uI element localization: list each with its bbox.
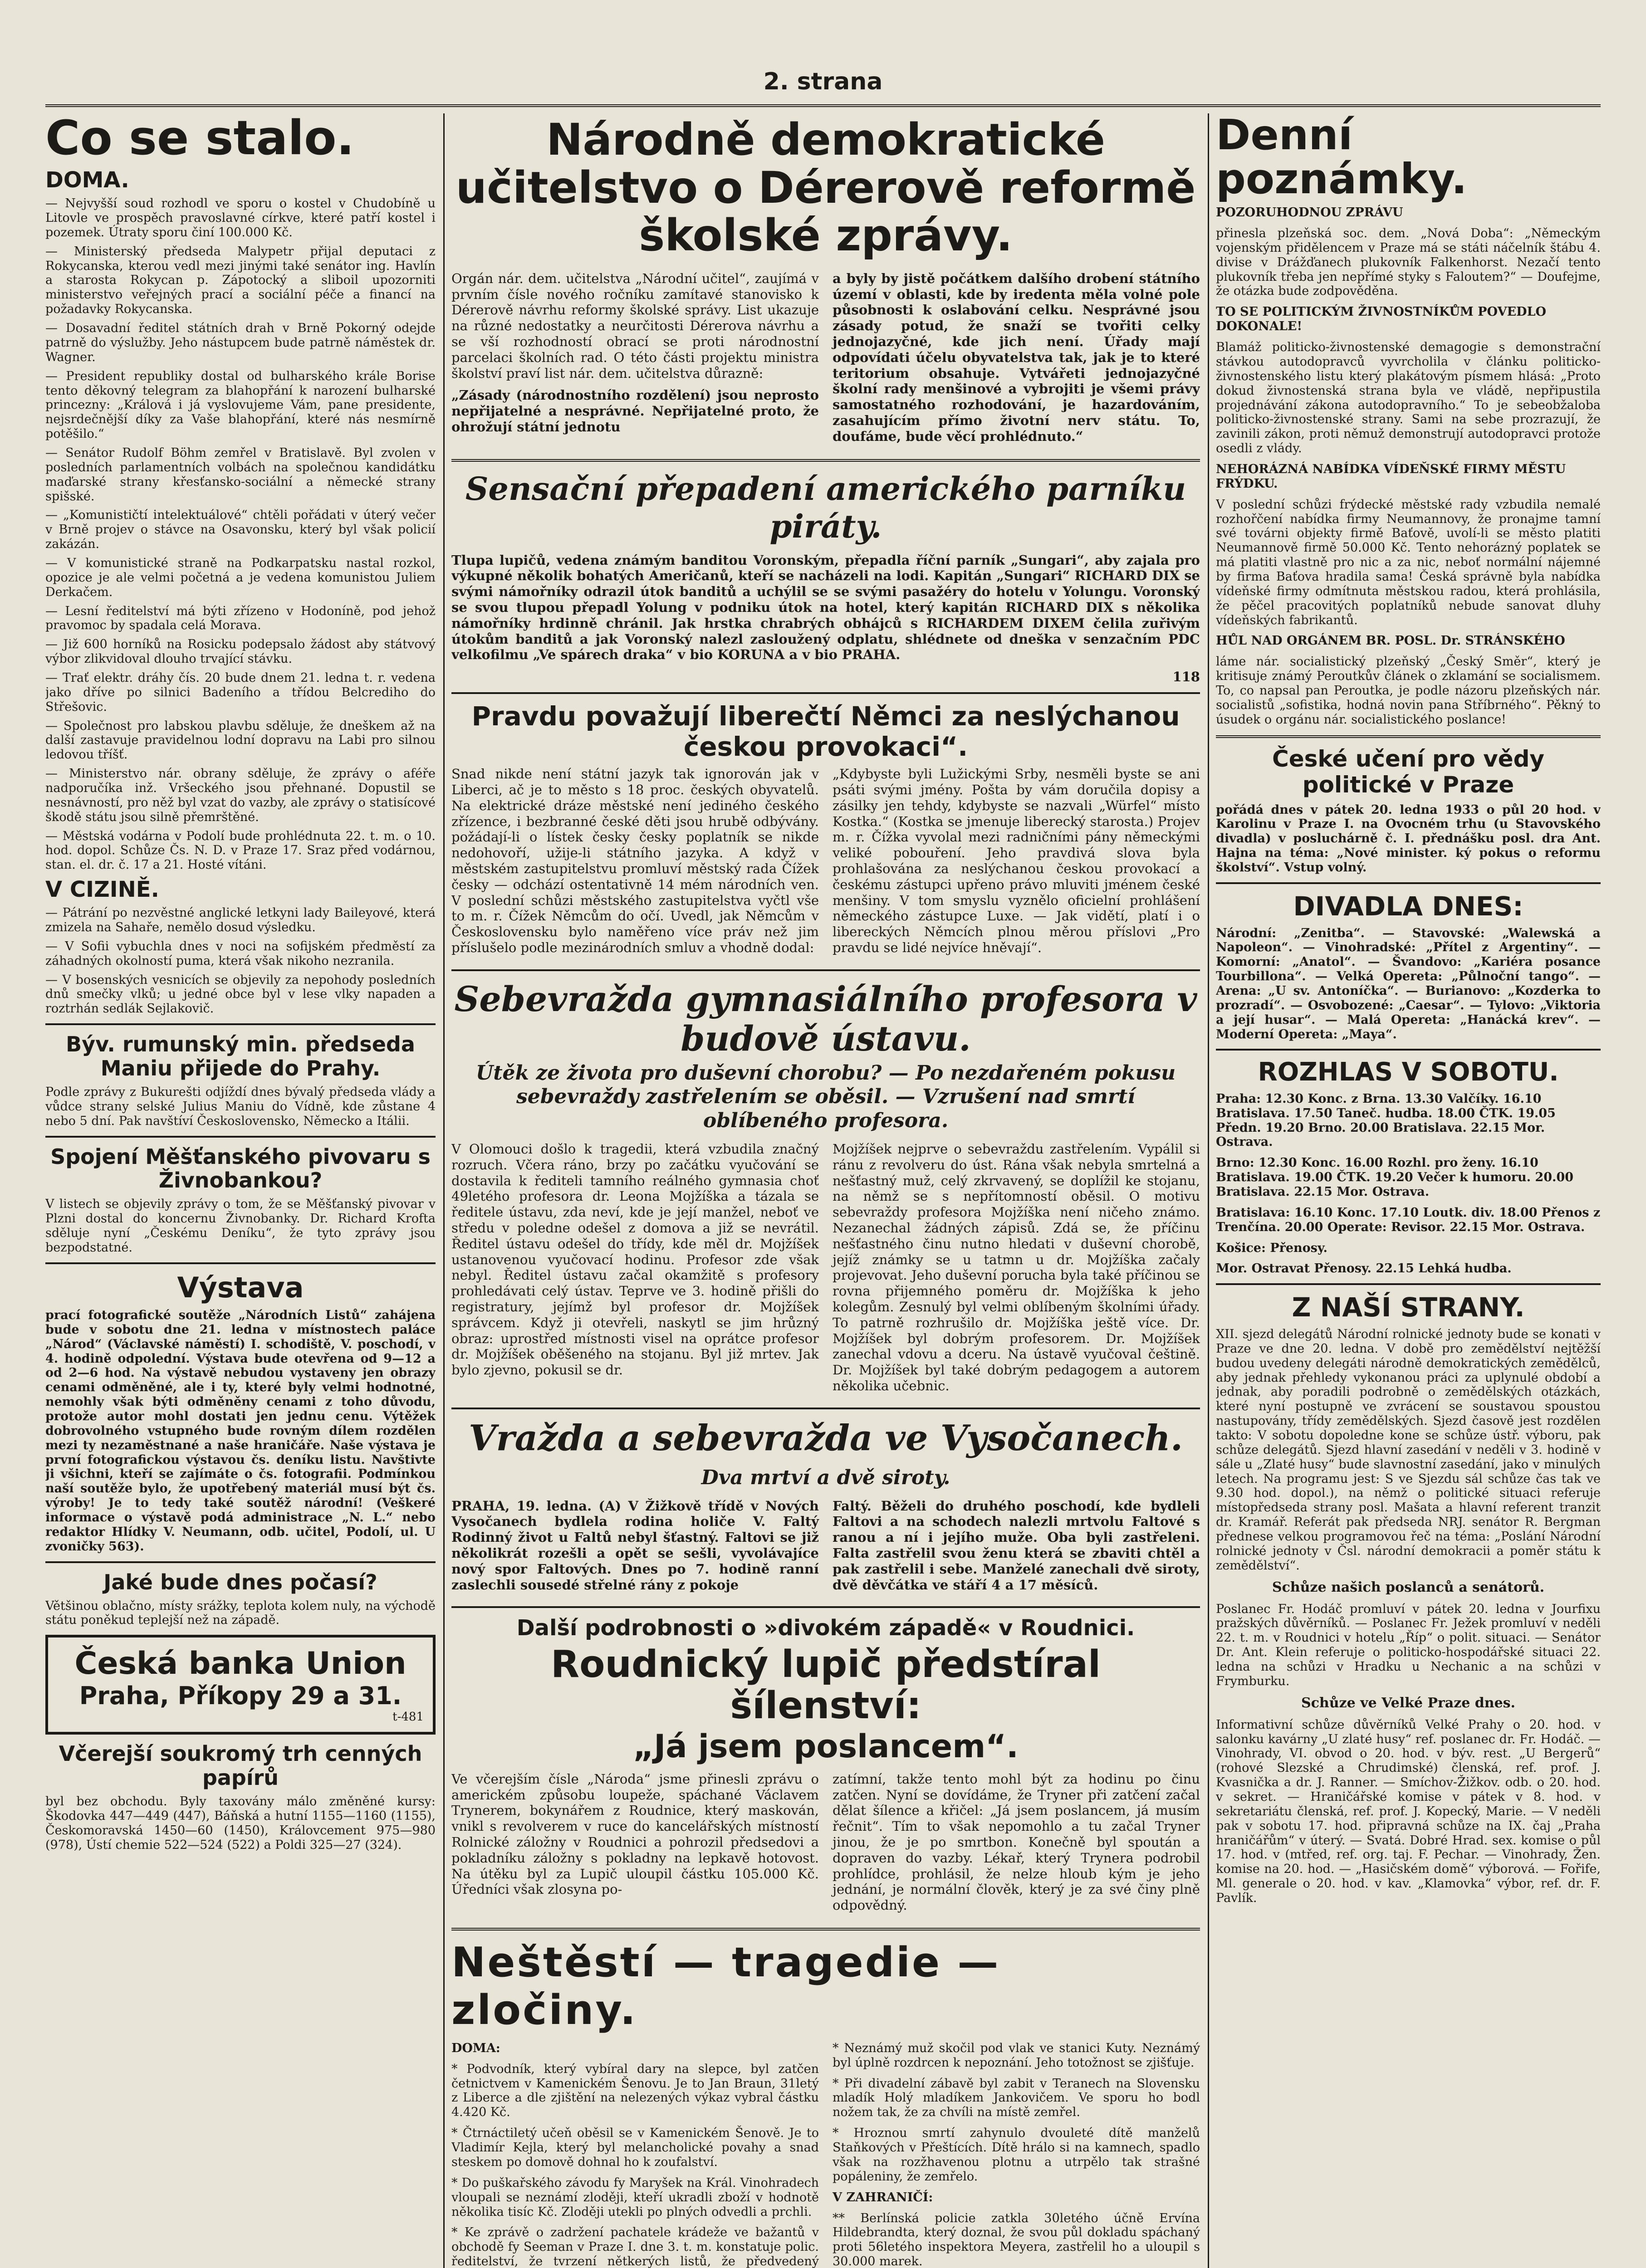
article-sebevrazda: [451, 1141, 1200, 1400]
divider: [451, 1606, 1200, 1608]
doma-news-list: [45, 196, 436, 872]
note-text: Blamáž politicko-živnostenské demagogie s demonstrační stávkou autodopravců vyvrcholila v článku politicko-živnostenského listu který plakátovým písmem hlásá: „Proto dokud živnostenská strana byla ve vládě, nepřipustila projednávání zákona autodopravního.“ To je sebeobžaloba politicko-živnostenské strany. Sami na sebe prozrazují, že zavinili zákon, proti němuž demonstrují autodopravci protože osedli z vlády.: [1216, 340, 1601, 456]
headline-spojeni: Spojení Měšťanského pivovaru s Živnobankou?: [50, 1144, 431, 1193]
article-roudnice-right: zatímní, takže tento mohl být za hodinu po činu zatčen. Nyní se dovídáme, že Tryner při zatčení začal dělat šílence a křičel: „Já jsem poslancem, já musím řečnit“. Tím to však nepomohlo a tu začal Tryner jinou, že je po smrtbon. Konečně byl spoután a dopraven do vazby. Lékař, který Trynera podrobil prohlídce, prohlásil, že nelze hloub kým je jeho jednání, je normální člověk, který je za své činy plně odpovědný.: [833, 1771, 1200, 1913]
headline-vystava: Výstava: [177, 1271, 304, 1304]
divider: [451, 1408, 1200, 1409]
news-item: — Senátor Rudolf Böhm zemřel v Bratislavě. Byl zvolen v posledních parlamentních volbách na společnou kandidátku maďarské strany křesťansko-sociální a německé strany spišské.: [45, 445, 436, 503]
article-nestesti: [451, 2041, 1200, 2268]
article-vrazda-left: PRAHA, 19. ledna. (A) V Žižkově třídě v Nových Vysočanech bydlela rodina holiče V. Faltý Rodinný život u Faltů nebyl šťastný. Faltovi se již několikrát rozešli a opět se sešli, vyvolávajíce nový spor Faltových. Dnes po 7. hodině ranní zaslechli sousedé střelné rány z pokoje: [451, 1498, 819, 1593]
divider: [45, 1561, 436, 1563]
headline-divadla: DIVADLA DNES:: [1293, 890, 1524, 922]
subhead-schuze: Schůze našich poslanců a senátorů.: [1272, 1579, 1545, 1595]
top-rule: [45, 104, 1601, 107]
subsection-doma: DOMA.: [45, 167, 129, 193]
news-item: — V bosenských vesnicích se objevily za nepohody posledních dnů smečky vlků; u jedné obce byl v lese vlky napaden a roztrhán sedlák Sejlakovič.: [45, 973, 436, 1016]
newspaper-page: [45, 68, 1601, 2268]
article-main-text: Orgán nár. dem. učitelstva „Národní učitel“, zaujímá v prvním čísle nového ročníku zamítavé stanovisko k Dérerově návrhu reformy školské správy. List ukazuje na různé nedostatky a neurčitosti Dérerova návrhu a se vší rozhodností obrací se proti národnostní parcelaci školních rad. O této části projektu ministra školství praví list nár. dem. učitelstva důrazně:: [451, 270, 819, 381]
article-vystava: prací fotografické soutěže „Národních Listů“ zahájena bude v sobotu dne 21. ledna v místnostech paláce „Národ“ (Václavské náměstí) I. schodiště, V. poschodí, v 4. hodině odpolední. Výstava bude otevřena od 9—12 a od 2—6 hod. Na výstavě nebudou vystaveny jen obrazy cenami odměněné, ale i ty, které byly velmi hodnotné, nemohly však býti odměněny cenami z toho důvodu, protože autor mohl dostati jen jednu cenu. Výtěžek dobrovolného vstupného bude rovným dílem rozdělen mezi ty nezaměstnané a naše hraničáře. Naše výstava je první fotografickou výstavou čs. deníku listu. Navštivte ji všichni, kteří se zajímáte o čs. fotografii. Podmínkou naší soutěže bylo, že upotřebený materiál musí být čs. výroby! Je to tedy také soutěž národní! (Veškeré informace o výstavě podá administrace „N. L.“ nebo redaktor Hlídky V. Neumann, odb. učitel, Podolí, ul. U zvoničky 563).: [45, 1308, 436, 1554]
headline-main: Národně demokratické učitelstvo o Dérerově reformě školské zprávy.: [456, 114, 1196, 261]
subsection-v-cizine: V CIZINĚ.: [45, 877, 159, 903]
divider: [451, 692, 1200, 694]
headline-sensacni: Sensační přepadení amerického parníku piráty.: [465, 469, 1186, 545]
headline-z-nasi-strany: Z NAŠÍ STRANY.: [1292, 1292, 1525, 1323]
news-item: — Pátrání po nezvěstné anglické letkyni lady Baileyové, která zmizela na Sahaře, nemělo dosud výsledku.: [45, 906, 436, 934]
rozhlas-item: Brno: 12.30 Konc. 16.00 Rozhl. pro ženy. 16.10 Bratislava. 19.00 ČTK. 19.20 Večer k humoru. 20.00 Bratislava. 22.15 Mor. Ostrava.: [1216, 1156, 1573, 1199]
news-item: * Čtrnáctiletý učeň oběsil se v Kamenickém Šenově. Je to Vladimír Kejla, který byl melancholické povahy a snad steskem po domově dohnal ho k zoufalství.: [451, 2126, 819, 2169]
divider: [1216, 1049, 1601, 1051]
headline-sebevrazda: Sebevražda gymnasiálního profesora v budově ústavu.: [454, 978, 1197, 1059]
divider: [45, 1136, 436, 1138]
headline-pravdu: Pravdu považují liberečtí Němci za neslýchanou českou provokaci“.: [471, 700, 1180, 762]
column-divider: [443, 113, 445, 2268]
note-head: NEHORÁZNÁ NABÍDKA VÍDEŇSKÉ FIRMY MĚSTU FRÝDKU.: [1216, 462, 1566, 491]
headline-nestesti: Neštěstí — tragedie — zločiny.: [451, 1938, 1000, 2034]
headline-vrazda: Vražda a sebevražda ve Vysočanech.: [468, 1417, 1183, 1459]
nestesti-section-label: V ZAHRANIČÍ:: [833, 2190, 933, 2204]
divider: [451, 969, 1200, 971]
note-head: HŮL NAD ORGÁNEM BR. POSL. Dr. STRÁNSKÉHO: [1216, 634, 1565, 648]
news-item: * Do puškařského závodu fy Maryšek na Král. Vinohradech vloupali se neznámí zloději, kteří ukradli zboží v hodnotě několika tisíc Kč. Zloději utekli po plných odvedli a prchli.: [451, 2175, 819, 2219]
subheadline-sebevrazda: Útěk ze života pro duševní chorobu? — Po nezdařeném pokusu sebevraždy zastřelením se oběsil. — Vzrušení nad smrtí oblíbeného profesora.: [475, 1061, 1176, 1133]
divider: [45, 1023, 436, 1025]
rozhlas-item: Mor. Ostravat Přenosy. 22.15 Lehká hudba.: [1216, 1261, 1512, 1276]
divider: [45, 1262, 436, 1264]
note-text: V poslední schůzi frýdecké městské rady vzbudila nemalé rozhořčení nabídka firmy Neumannovy, že pronajme tamní své továrni objekty firmě Baťově, uvolí-li se město platiti Neumannově firmě 50.000 Kč. Tento nehorázný poplatek se má platiti vlastně pro nic a za nic, neboť normální nájemné by firma Baťova hradila sama! Česká správně byla nabídka vídeňské firmy odmítnuta městskou radou, která prohlásila, že pěčel pracovitých poplatníků nebude sanovat dluhy vídeňských fabrikantů.: [1216, 497, 1601, 627]
article-uceni: pořádá dnes v pátek 20. ledna 1933 o půl 20 hod. v Karolinu v Praze I. na Ovocném trhu (u Stavovského divadla) v posluchárně č. I. přednášku posl. dra Ant. Hajna na téma: „Nové minister. ký pokus o reformu školství“. Vstup volný.: [1216, 802, 1601, 875]
headline-pocasi: Jaké bude dnes počasí?: [103, 1569, 377, 1594]
news-item: — Trať elektr. dráhy čís. 20 bude dnem 21. ledna t. r. vedena jako dříve po silnici Badeního a třídou Belcrediho do Střešovic.: [45, 670, 436, 714]
bank-address: Praha, Příkopy 29 a 31.: [79, 1681, 402, 1711]
column-right: [1216, 113, 1601, 2268]
quote-roudnice: „Já jsem poslancem“.: [633, 1727, 1019, 1765]
divider: [451, 459, 1200, 462]
rozhlas-item: Bratislava: 16.10 Konc. 17.10 Loutk. div. 18.00 Přenos z Trenčína. 20.00 Operate: Revisor. 22.15 Mor. Ostrava.: [1216, 1205, 1601, 1234]
article-z-nasi-strany: XII. sjezd delegátů Národní rolnické jednoty bude se konati v Praze ve dne 20. ledna. V době pro zemědělství nejtěžší budou uvedeny delegáti národně demokratických zemědělců, aby jednak přehledy vykonanou práci za uplynulé období a jednak, aby poradili podrobně o zemědělských otázkách, které nyní postupně ve zvrácení se soustavou spoustou nastupovány, třídy zemědělských. Sjezd časově jest rozdělen takto: V sobotu dopoledne kone se schůze ústř. výboru, pak schůze delegátů. Sjezd hlavní zasedání v neděli v 3. hodině v sále u „Zlaté husy“ bude slavnostní zasedání, jako v minulých letech. Na programu jest: S ve Sjezdu sál schůze čas tak ve 9.30 hod. dopol.), na němž o politické situaci referuje místopředseda strany posl. Mašata a hlavní referent tranzit dr. Kramář. Referát pak předseda NRJ. senátor R. Bergman přednese velkou programovou řeč na téma: „Poslání Národní rolnické jednoty v Čsl. národní demokracii a poměr státu k zemědělství“.: [1216, 1327, 1601, 1573]
article-vrazda-right: Faltý. Běželi do druhého poschodí, kde bydleli Faltovi a na schodech nalezli mrtvolu Faltové s ranou a ní i jejího muže. Oba byli zastřeleni. Falta zastřelil svou ženu která se zbaviti chtěl a pak zastřelil i sebe. Manželé zanechali dvě siroty, dvě děvčátka ve stáří 4 a 17 měsíců.: [833, 1498, 1200, 1593]
column-left: [45, 113, 436, 2268]
news-item: — Městská vodárna v Podolí bude prohlédnuta 22. t. m. o 10. hod. dopol. Schůze Čs. N. D. v Praze 17. Sraz před vodárnou, stan. el. dr. č. 17 a 21. Hosté vítáni.: [45, 829, 436, 872]
page-number: 2. strana: [763, 68, 883, 95]
rozhlas-item: Praha: 12.30 Konc. z Brna. 13.30 Valčíky. 16.10 Bratislava. 17.50 Taneč. hudba. 18.00 ČTK. 19.05 Předn. 19.20 Brno. 20.00 Bratislava. 22.15 Mor. Ostrava.: [1216, 1091, 1556, 1149]
news-item: — Ministerský předseda Malypetr přijal deputaci z Rokycanska, kterou vedl mezi jinými také senátor ing. Havlín a starosta Rokycan p. Zápotocký a sliboil upozorniti ministerstvo veřejných prací a sociální péče a financí na požadavky Rokycanska.: [45, 244, 436, 317]
article-pravdu-left: Snad nikde není státní jazyk tak ignorován jak v Liberci, ač je to město s 18 proc. českých obyvatelů. Na elektrické dráze městské není jediného českého zřízence, i bezbranné české děti jsou hrubě odbývány. požádají-li o lístek česky česky poplatník se nikde nedohovoří, užije-li státního jazyka. A když v městském zastupitelstvu promluví městský rada Čížek česky — odchází ostentativně 14 mém národních ven. V poslední schůzi městského zastupitelstva vyčtl vše to m. r. Čížek Němcům do očí. Uvedl, jak Němcům v Československu bylo naměřeno více práv než jim příslušelo podle mezinárodních smluv a vhodně dodal:: [451, 766, 819, 956]
rozhlas-item: Košice: Přenosy.: [1216, 1241, 1328, 1255]
bank-advertisement: [45, 1635, 436, 1735]
headline-rozhlas: ROZHLAS V SOBOTU.: [1258, 1057, 1559, 1087]
news-item: — Ministerstvo nár. obrany sděluje, že zprávy o aféře nadporučíka inž. Vršeckého jsou přehnané. Dopustil se nesnávností, pro něž byl vzat do vazby, ale zprávy o statisícové škodě státu jsou silně přemrštěné.: [45, 767, 436, 824]
article-maniu: Podle zprávy z Bukurešti odjíždí dnes bývalý předseda vlády a vůdce strany selské Julius Maniu do Vídně, kde zůstane 4 nebo 5 dní. Pak navštíví Československo, Německo a Itálii.: [45, 1085, 436, 1128]
section-title-co-se-stalo: Co se stalo.: [45, 113, 355, 166]
news-item: — Již 600 horníků na Rosicku podepsalo žádost aby státvový výbor zlikvidoval dlouho trvající stávku.: [45, 637, 436, 666]
news-item: — V Sofii vybuchla dnes v noci na sofijském předměstí za záhadných okolností puma, která však nikoho nezranila.: [45, 939, 436, 968]
divadla-list: Národní: „Zenitba“. — Stavovské: „Walewská a Napoleon“. — Vinohradské: „Přítel z Argentiny“. — Komorní: „Anatol“. — Švandovo: „Kariéra posance Tourbillona“. — Velká Opereta: „Půlnoční tango“. — Arena: „U sv. Antoníčka“. — Burianovo: „Kozderka to prozradí“. — Osvobozené: „Caesar“. — Tylovo: „Viktoria a její husar“. — Malá Opereta: „Hanácká krev“. — Moderní Opereta: „Maya“.: [1216, 926, 1601, 1041]
article-vrazda: [451, 1498, 1200, 1599]
article-velke-praze: Informativní schůze důvěrníků Velké Prahy o 20. hod. v salonku kavárny „U zlaté husy“ ref. poslanec dr. Fr. Hodáč. — Vinohrady, VI. obvod o 20. hod. v býv. rest. „U Bergerů“ (rohové Slezské a Chrudimské) členská, ref. prof. J. Kvasnička a dr. J. Ranner. — Smíchov-Žižkov. odb. o 20. hod. v sekret. — Hraničářské komise v pátek v 8. hod. v sekretariátu členská, ref. prof. J. Kopecký, Marie. — V neděli pak v sobotu 17. hod. připravná schůze na IX. čaj „Praha hraničářům“ v úterý. — Svatá. Dobré Hrad. sex. komise o půl 17. hod. v (mtřed, ref. org. taj. F. Pechar. — Vinohrady, Žen. komise na 20. hod. — „Hasičském domě“ výborová. — Fořife, Ml. generale o 20. hod. v kav. „Klamovka“ výbor, ref. dr. F. Pavlík.: [1216, 1717, 1601, 1906]
article-schuze: Poslanec Fr. Hodáč promluví v pátek 20. ledna v Jourfixu pražských důvěrníků. — Poslanec Fr. Ježek promluví v neděli 22. t. m. v Roudnici v hotelu „Říp“ o polit. situaci. — Senátor Dr. Ant. Klein referuje o politicko-hospodářské situaci 22. ledna na schůzi v Hradku u Nechanic a na schůzi v Frymburku.: [1216, 1602, 1601, 1688]
cizina-news-list: [45, 906, 436, 1016]
section-title-denni-poznamky: Denní poznámky.: [1216, 113, 1467, 203]
news-item: — Lesní ředitelství má býti zřízeno v Hodoníně, pod jehož pravomoc by spadala celá Morava.: [45, 604, 436, 633]
article-main-quote-cont: a byly by jistě počátkem dalšího drobení státního území v oblasti, kde by iredenta měla volné pole působnosti k oslabování celku. Nesprávné jsou zásady potud, že snaží se tvořiti celky jednojazyčné, kde jich není. Úřady mají odpovídati účelu obyvatelstva tak, jak je to které teritorium obsahuje. Vytvářeti jednojazyčné školní rady menšinové a vybrojiti je všemi právy samostatného rozhodování, je hazardováním, zasahujícím přímo životní nerv státu. To, doufáme, bude věcí prohlédnuto.“: [833, 270, 1200, 444]
headline-trh: Včerejší soukromý trh cenných papírů: [59, 1741, 422, 1790]
news-item: * Ke zprávě o zadržení pachatele krádeže ve bažantů v obchodě fy Seeman v Praze I. dne 3. t. m. konstatuje polic. ředitelství, že tvrzení nětkerých listů, že předvedený: [451, 2225, 819, 2268]
article-main-quote: „Zásady (národnostního rozdělení) jsou neprosto nepřijatelné a nesprávné. Nepřijatelné proto, že ohrožují státní jednotu: [451, 387, 819, 435]
article-main: [451, 271, 1200, 451]
article-pocasi: Většinou oblačno, místy srážky, teplota kolem nuly, na východě státu poněkud teplejší než na západě.: [45, 1598, 436, 1628]
divider: [1216, 735, 1601, 738]
news-item: * Hroznou smrtí zahynulo dvouleté dítě manželů Staňkových v Přeštících. Dítě hrálo si na kamnech, spadlo však na rozžhavenou plotnu a utrpělo tak strašné popáleniny, že zemřelo.: [833, 2126, 1200, 2184]
rozhlas-list: [1216, 1092, 1601, 1276]
article-trh: byl bez obchodu. Byly taxovány málo změněné kursy: Škodovka 447—449 (447), Báňská a hutní 1155—1160 (1155), Českomoravská 1450—60 (1450), Královcement 975—980 (978), Ústí chemie 522—524 (522) a Poldi 325—27 (324).: [45, 1794, 436, 1852]
bank-name: Česká banka Union: [74, 1646, 407, 1682]
article-roudnice: [451, 1771, 1200, 1920]
news-item: * Podvodník, který vybíral dary na slepce, byl zatčen četnictvem v Kamenickém Šenovu. Je to Jan Braun, 31letý z Liberce a dle zjištění na nelezených výkaz vybral částku 4.420 Kč.: [451, 2062, 819, 2120]
news-item: — President republiky dostal od bulharského krále Borise tento děkovný telegram za blahopřání k narození bulharské princezny: „Králová i já vyslovujeme Vám, pane presidente, nejsrdečnější díky za Vaše blahopřání, které nás nesmírně potěšilo.“: [45, 369, 436, 441]
ad-code: t-481: [392, 1710, 424, 1724]
news-item: — Dosavadní ředitel státních drah v Brně Pokorný odejde patrně do výslužby. Jeho nástupcem bude patrně náměstek dr. Wagner.: [45, 321, 436, 364]
subheadline-vrazda: Dva mrtví a dvě siroty.: [701, 1466, 950, 1489]
film-advertisement-text: Tlupa lupičů, vedena známým banditou Voronským, přepadla říční parník „Sungari“, aby zajala pro výkupné několik bohatých Američanů, kteří se nacházeli na lodi. Kapitán „Sungari“ RICHARD DIX se svými námořníky odrazil útok banditů a uchýlil se se svými pasažéry do hotelu v Yolungu. Voronský se svou tlupou přepadl Yolung v podniku útok na hotel, který kapitán RICHARD DIX s několika námořníky hrdinně chránil. Jak hrstka chrabrých obhájců s RICHARDEM DIXEM čelila zuřivým útokům banditů a jak Voronský nalezl zasloužený odplatu, shlédnete od dneška v senzačním PDC velkofilmu „Ve spárech draka“ v bio KORUNA a v bio PRAHA.: [451, 552, 1200, 663]
news-item: * Při divadelní zábavě byl zabit v Teranech na Slovensku mladík Holý mladíkem Jankovičem. Ve sporu ho bodl nožem tak, že za chvíli na místě zemřel.: [833, 2076, 1200, 2120]
note-text: láme nár. socialistický plzeňský „Český Směr“, který je kritisuje známý Peroutkův článek o zklamání se socialismem. To, co napsal pan Peroutka, je podle názoru plzeňských nár. socialistů „sofistika, hodná novin pana Stříbrného“. Pěkný to úsudek o orgánu nár. socialistického poslance!: [1216, 655, 1601, 727]
news-item: — „Komunističtí intelektuálové“ chtěli pořádati v úterý večer v Brně projev o stávce na Osavonsku, který byl však policií zakázán.: [45, 508, 436, 552]
news-item: ** Berlínská policie zatkla 30letého účně Ervína Hildebrandta, který doznal, že svou půl dokladu spáchaný proti 56letého inspektora Meyera, zastřelil ho a uloupil s 30.000 marek.: [833, 2211, 1200, 2268]
news-item: — V komunistické straně na Podkarpatsku nastal rozkol, opozice je ale velmi početná a je vedena komunistou Juliem Derkačem.: [45, 556, 436, 599]
article-sebevrazda-right: Mojžíšek nejprve o sebevraždu zastřelením. Vypálil si ránu z revolveru do úst. Rána však nebyla smrtelná a nešťastný muž, celý zkrvavený, se doplížil ke stojanu, na němž se s nepřítomností oběsil. O motivu sebevraždy profesora Mojžíška není ničeho známo. Nezanechal žádných zápisů. Zdá se, že příčinu nešťastného činu nutno hledati v duševní chorobě, jejíž známky se u tatmn u dr. Mojžíška začaly projevovat. Jeho duševní porucha byla také příčinou se rovna přijemného poměru dr. Mojžíška k jeho kolegům. Zesnulý byl velmi oblíbeným školními úřady. To patrně rozhrušilo dr. Mojžíška ještě více. Dr. Mojžíšek byl dobrým profesorem. Dr. Mojžíšek zanechal vdovu a dceru. Na ústavě vyučoval češtině. Dr. Mojžíšek byl také dobrým pedagogem a autorem několika učebnic.: [833, 1141, 1200, 1393]
news-item: — Nejvyšší soud rozhodl ve sporu o kostel v Chudobíně u Litovle ve prospěch pravoslavné církve, které patří kostel i pozemek. Útraty sporu činí 100.000 Kč.: [45, 196, 436, 240]
column-divider: [1208, 113, 1209, 2268]
headline-maniu: Býv. rumunský min. předseda Maniu přijede do Prahy.: [66, 1032, 415, 1081]
ad-code: 118: [1172, 669, 1200, 685]
headline-uceni: České učení pro vědy politické v Praze: [1272, 745, 1544, 798]
nestesti-section-label: DOMA:: [451, 2041, 500, 2055]
article-roudnice-left: Ve včerejším čísle „Národa“ jsme přinesli zprávu o americkém způsobu loupeže, spáchané Václavem Trynerem, bokynářem z Roudnice, který maskován, vnikl s revolverem v ruce do kancelářských místností Rolnické záložny v Roudnici a pohrozil předsedovi a pokladníku záložny s pokladny na lepkavě hotovost. Na útěku byl za Lupič uloupil částku 105.000 Kč. Úředníci však zlosyna po-: [451, 1771, 819, 1897]
news-item: * Neznámý muž skočil pod vlak ve stanici Kuty. Neznámý byl úplně rozdrcen k nepoznání. Jeho totožnost se zjišťuje.: [833, 2041, 1200, 2070]
denni-poznamky: [1216, 205, 1601, 727]
article-sebevrazda-left: V Olomouci došlo k tragedii, která vzbudila značný rozruch. Včera ráno, brzy po začátku vyučování se dostavila k řediteli tamního reálného gymnasia choť 49letého profesora dr. Leona Mojžíška a tázala se ředitele ústavu, zda neví, kde je její manžel, neboť ve středu v poledne odešel z domova a již se nevrátil. Ředitel ústavu odešel do třídy, kde měl dr. Mojžíšek ustanovenou vyučovací hodinu. Profesor zde však nebyl. Ředitel ústavu začal okamžitě s profesory prohledávati celý ústav. Teprve ve 3. hodině přišli do registratury, jejímž byl profesor dr. Mojžíšek správcem. Když ji otevřeli, naskytl se jim hrůzný obraz: uprostřed místnosti visel na oprátce profesor dr. Mojžíšek oběšeného na stojanu. Byl již mrtev. Jak bylo zjevno, pokusil se dr.: [451, 1141, 819, 1378]
note-head: TO SE POLITICKÝM ŽIVNOSTNÍKŮM POVEDLO DOKONALE!: [1216, 305, 1546, 334]
kicker-roudnice: Další podrobnosti o »divokém západě« v Roudnici.: [516, 1615, 1135, 1641]
article-pravdu: [451, 766, 1200, 962]
note-head: POZORUHODNOU ZPRÁVU: [1216, 205, 1403, 220]
divider: [451, 1928, 1200, 1931]
note-text: přinesla plzeňská soc. dem. „Nová Doba“: „Německým vojenským přidělencem v Praze má se státi náčelník štábu 4. divise v Drážďanech plukovník Falkenhorst. Nezačí tento plukovník třeba jen nepřímé styky s Faloutem?“ — Doufejme, že otázka bude zodpověděna.: [1216, 226, 1601, 298]
article-pravdu-right: „Kdybyste byli Lužickými Srby, nesměli byste se ani psáti svými jmény. Pošta by vám doručila dopisy a zásilky jen tehdy, kdybyste se nazvali „Würfel“ místo Kostka.“ (Kostka se jmenuje liberecký starosta.) Projev m. r. Čížka vyvolal mezi radničními pány německými veliké pobouření. Jeho pravdivá slova byla prohlašována za neslýchanou českou provokací a českému zástupci upřeno právo mluviti jménem české menšiny. V tom smyslu vyznělo oficielní prohlášení německého zástupce Luxe. — Jak vidětí, platí i o libereckých Němcích plnou měrou příslovi „Pro pravdu se lidé nejvíce hněvají“.: [833, 766, 1200, 956]
headline-roudnice: Roudnický lupič předstíral šílenství:: [550, 1643, 1101, 1727]
divider: [1216, 882, 1601, 884]
column-center: [451, 113, 1200, 2268]
news-item: — Společnost pro labskou plavbu sděluje, že dneškem až na další zastavuje pravidelnou lodní dopravu na Labi pro silnou ledovou tříšť.: [45, 719, 436, 762]
subhead-velke-praze: Schůze ve Velké Praze dnes.: [1301, 1695, 1515, 1711]
divider: [1216, 1283, 1601, 1285]
article-spojeni: V listech se objevily zprávy o tom, že se Měšťanský pivovar v Plzni dostal do koncernu Živnobanky. Dr. Richard Krofta sděluje nyní „Českému Deníku“, že tyto zprávy jsou bezpodstatné.: [45, 1197, 436, 1255]
